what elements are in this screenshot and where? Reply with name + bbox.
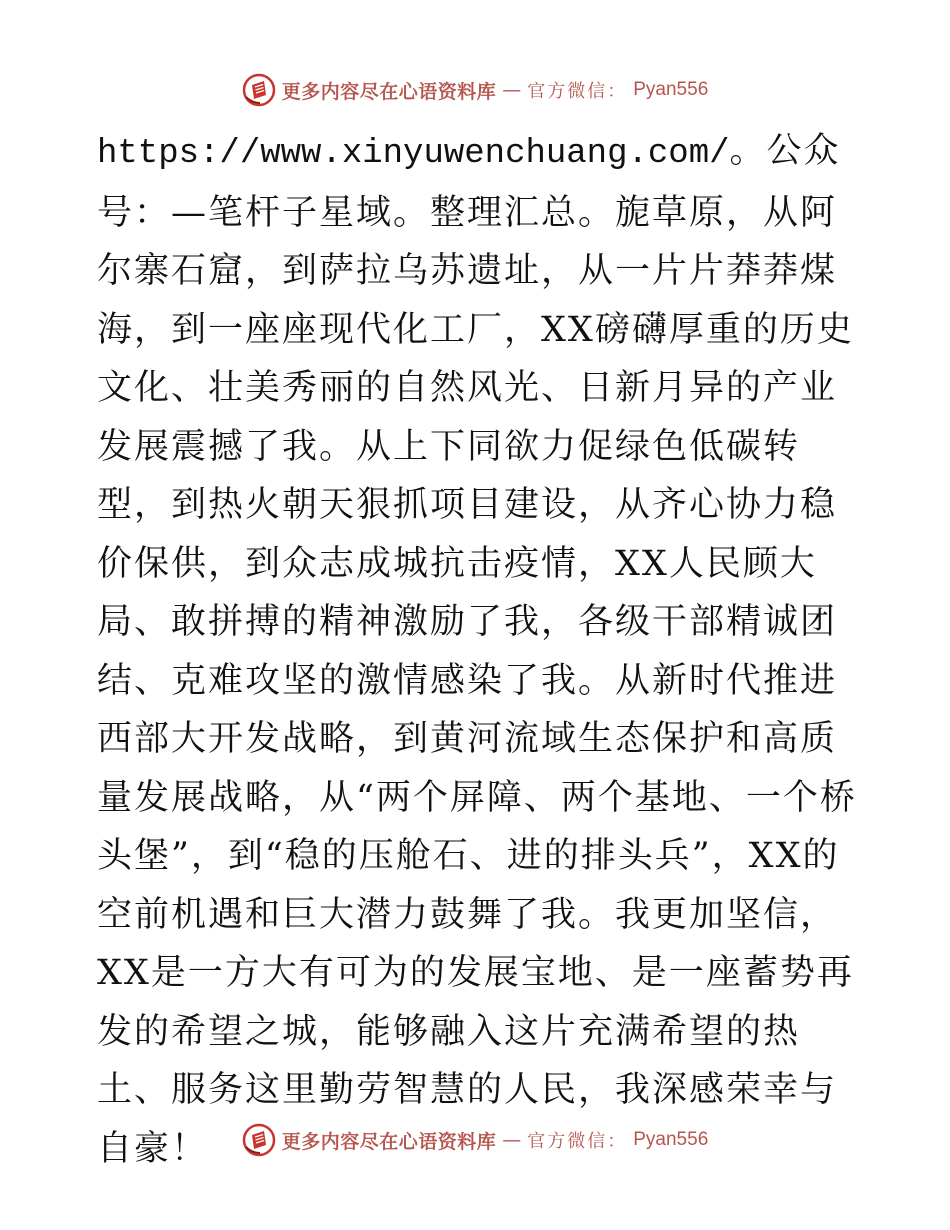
document-body	[97, 122, 857, 1178]
footer-banner-inner	[242, 1123, 709, 1157]
notebook-logo-icon	[242, 1123, 276, 1157]
footer-wechat-label: 官方微信：	[527, 1131, 628, 1152]
footer-wechat-id: Pyan556	[633, 1129, 709, 1150]
footer-banner	[0, 1120, 950, 1160]
header-slogan: 更多内容尽在心语资料库	[281, 80, 497, 103]
footer-slogan: 更多内容尽在心语资料库	[281, 1130, 497, 1153]
header-wechat-id: Pyan556	[633, 79, 709, 100]
header-dash: —	[502, 79, 522, 101]
footer-dash: —	[502, 1129, 522, 1151]
body-paragraph: 。公众号：—笔杆子星域。整理汇总。旎草原，从阿尔寨石窟，到萨拉乌苏遗址，从一片片莽莽煤海，到一座座现代化工厂，XX磅礴厚重的历史文化、壮美秀丽的自然风光、日新月异的产业发展震撼了我。从上下同欲力促绿色低碳转型，到热火朝天狠抓项目建设，从齐心协力稳价保供，到众志成城抗击疫情，XX人民顾大局、敢拼搏的精神激励了我，各级干部精诚团结、克难攻坚的激情感染了我。从新时代推进西部大开发战略，到黄河流域生态保护和高质量发展战略，从“两个屏障、两个基地、一个桥头堡”，到“稳的压舱石、进的排头兵”，XX的空前机遇和巨大潜力鼓舞了我。我更加坚信，XX是一方大有可为的发展宝地、是一座蓄势再发的希望之城，能够融入这片充满希望的热土、服务这里勤劳智慧的人民，我深感荣幸与自豪！	[97, 131, 857, 1169]
header-wechat-label: 官方微信：	[527, 81, 628, 102]
website-url: https://www.xinyuwenchuang.com/	[97, 135, 730, 173]
notebook-logo-icon	[242, 73, 276, 107]
header-banner	[0, 70, 950, 110]
header-banner-inner	[242, 73, 709, 107]
